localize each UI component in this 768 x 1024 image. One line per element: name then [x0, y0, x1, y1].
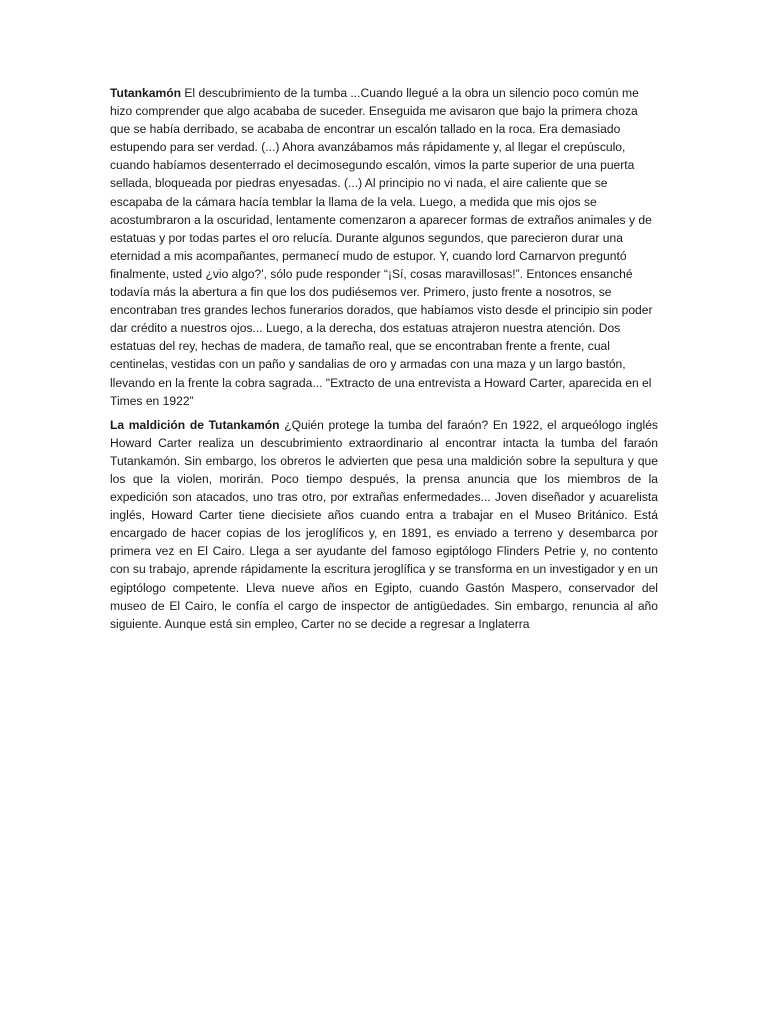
paragraph-body: El descubrimiento de la tumba ...Cuando llegué a la obra un silencio poco común me hizo comprender que algo acababa de suceder. Enseguida me avisaron que bajo la primera choza que se había derribado, se acababa de encontrar un escalón tallado en la roca. Era demasiado estupendo para ser verdad. (...) Ahora avanzábamos más rápidamente y, al llegar el crepúsculo, cuando habíamos desenterrado el decimosegundo escalón, vimos la parte superior de una puerta sellada, bloqueada por piedras enyesadas. (...) Al principio no vi nada, el aire caliente que se escapaba de la cámara hacía temblar la llama de la vela. Luego, a medida que mis ojos se acostumbraron a la oscuridad, lentamente comenzaron a aparecer formas de extraños animales y de estatuas y por todas partes el oro relucía. Durante algunos segundos, que parecieron durar una eternidad a mis acompañantes, permanecí mudo de estupor. Y, cuando lord Carnarvon preguntó finalmente, usted ¿vio algo?', sólo pude responder “¡Sí, cosas maravillosas!”. Entonces ensanché todavía más la abertura a fin que los dos pudiésemos ver. Primero, justo frente a nosotros, se encontraban tres grandes lechos funerarios dorados, que habíamos visto desde el principio sin poder dar crédito a nuestros ojos... Luego, a la derecha, dos estatuas atrajeron nuestra atención. Dos estatuas del rey, hechas de madera, de tamaño real, que se encontraban frente a frente, cual centinelas, vestidas con un paño y sandalias de oro y armadas con una maza y un largo bastón, llevando en la frente la cobra sagrada... "Extracto de una entrevista a Howard Carter, aparecida en el Times en 1922”: [110, 86, 653, 408]
paragraph-title: La maldición de Tutankamón: [110, 417, 280, 432]
paragraph-body: ¿Quién protege la tumba del faraón? En 1922, el arqueólogo inglés Howard Carter realiza un descubrimiento extraordinario al encontrar intacta la tumba del faraón Tutankamón. Sin embargo, los obreros le advierten que pesa una maldición sobre la sepultura y que los que la violen, morirán. Poco tiempo después, la prensa anuncia que los miembros de la expedición son atacados, uno tras otro, por extrañas enfermedades... Joven diseñador y acuarelista inglés, Howard Carter tiene diecisiete años cuando entra a trabajar en el Museo Británico. Está encargado de hacer copias de los jeroglíficos y, en 1891, es enviado a terreno y desembarca por primera vez en El Cairo. Llega a ser ayudante del famoso egiptólogo Flinders Petrie y, no contento con su trabajo, aprende rápidamente la escritura jeroglífica y se transforma en un investigador y en un egiptólogo competente. Lleva nueve años en Egipto, cuando Gastón Maspero, conservador del museo de El Cairo, le confía el cargo de inspector de antigüedades. Sin embargo, renuncia al año siguiente. Aunque está sin empleo, Carter no se decide a regresar a Inglaterra: [110, 417, 658, 631]
paragraph-title: Tutankamón: [110, 86, 181, 100]
document-page: [110, 84, 658, 639]
paragraph-discovery: [110, 84, 658, 410]
paragraph-curse: [110, 416, 658, 633]
